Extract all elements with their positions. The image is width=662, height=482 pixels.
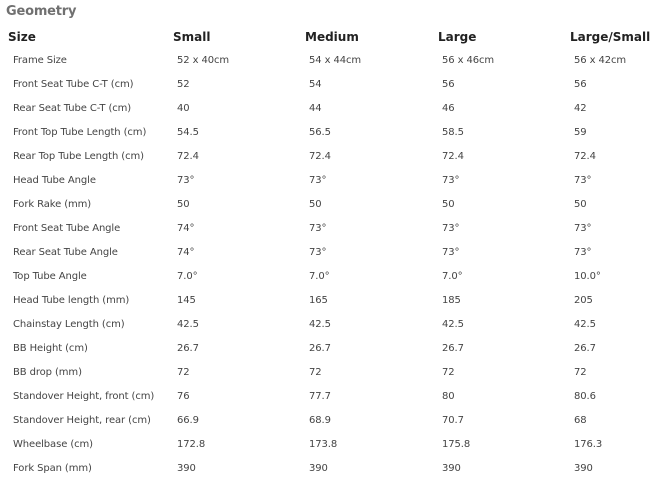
table-row (0, 336, 662, 360)
row-label: BB Height (cm) (13, 342, 88, 354)
cell-small: 76 (177, 390, 190, 402)
cell-small: 390 (177, 462, 196, 474)
row-label: Front Seat Tube Angle (13, 222, 121, 234)
cell-large: 46 (442, 102, 455, 114)
table-row (0, 96, 662, 120)
column-header-large: Large (438, 30, 477, 44)
table-row (0, 48, 662, 72)
geometry-table (0, 26, 662, 480)
cell-medium: 26.7 (309, 342, 331, 354)
cell-large-small: 42 (574, 102, 587, 114)
cell-small: 74° (177, 222, 195, 234)
row-label: Fork Span (mm) (13, 462, 92, 474)
cell-large: 73° (442, 246, 460, 258)
cell-small: 7.0° (177, 270, 198, 282)
table-row (0, 408, 662, 432)
cell-small: 40 (177, 102, 190, 114)
cell-medium: 173.8 (309, 438, 338, 450)
cell-small: 72.4 (177, 150, 199, 162)
cell-medium: 44 (309, 102, 322, 114)
row-label: Standover Height, rear (cm) (13, 414, 151, 426)
cell-large-small: 56 x 42cm (574, 54, 627, 66)
row-label: Front Top Tube Length (cm) (13, 126, 147, 138)
cell-large-small: 390 (574, 462, 593, 474)
row-label: Wheelbase (cm) (13, 438, 93, 450)
row-label: Chainstay Length (cm) (13, 318, 125, 330)
table-row (0, 192, 662, 216)
cell-large-small: 80.6 (574, 390, 596, 402)
row-label: Rear Seat Tube C-T (cm) (13, 102, 132, 114)
cell-medium: 50 (309, 198, 322, 210)
cell-large-small: 56 (574, 78, 587, 90)
column-header-large-small: Large/Small (570, 30, 651, 44)
cell-large: 7.0° (442, 270, 463, 282)
cell-large-small: 50 (574, 198, 587, 210)
cell-small: 145 (177, 294, 196, 306)
row-label: Front Seat Tube C-T (cm) (13, 78, 134, 90)
cell-small: 52 x 40cm (177, 54, 230, 66)
cell-small: 172.8 (177, 438, 206, 450)
cell-small: 72 (177, 366, 190, 378)
cell-medium: 73° (309, 246, 327, 258)
cell-medium: 165 (309, 294, 328, 306)
row-label: Top Tube Angle (13, 270, 87, 282)
cell-large-small: 26.7 (574, 342, 596, 354)
column-header-medium: Medium (305, 30, 359, 44)
cell-large-small: 73° (574, 246, 592, 258)
table-row (0, 312, 662, 336)
cell-medium: 56.5 (309, 126, 331, 138)
table-row (0, 120, 662, 144)
cell-medium: 54 (309, 78, 322, 90)
cell-large-small: 72 (574, 366, 587, 378)
table-row (0, 264, 662, 288)
cell-large-small: 72.4 (574, 150, 596, 162)
cell-large: 50 (442, 198, 455, 210)
cell-medium: 68.9 (309, 414, 331, 426)
cell-small: 54.5 (177, 126, 199, 138)
row-label: Head Tube length (mm) (13, 294, 130, 306)
section-title: Geometry (6, 4, 77, 19)
table-row (0, 168, 662, 192)
cell-large-small: 176.3 (574, 438, 603, 450)
row-label: Rear Seat Tube Angle (13, 246, 118, 258)
row-label: Fork Rake (mm) (13, 198, 92, 210)
table-row (0, 384, 662, 408)
cell-large: 185 (442, 294, 461, 306)
cell-small: 42.5 (177, 318, 199, 330)
cell-medium: 72 (309, 366, 322, 378)
table-row (0, 240, 662, 264)
cell-medium: 77.7 (309, 390, 331, 402)
cell-large: 73° (442, 174, 460, 186)
row-label: Standover Height, front (cm) (13, 390, 155, 402)
cell-medium: 73° (309, 222, 327, 234)
table-row (0, 288, 662, 312)
cell-large: 56 x 46cm (442, 54, 495, 66)
cell-medium: 73° (309, 174, 327, 186)
table-row (0, 144, 662, 168)
cell-small: 50 (177, 198, 190, 210)
cell-large: 175.8 (442, 438, 471, 450)
table-row (0, 432, 662, 456)
cell-medium: 54 x 44cm (309, 54, 362, 66)
table-row (0, 360, 662, 384)
cell-large: 72 (442, 366, 455, 378)
cell-small: 26.7 (177, 342, 199, 354)
table-row (0, 216, 662, 240)
cell-large: 58.5 (442, 126, 464, 138)
cell-large: 56 (442, 78, 455, 90)
row-label: Rear Top Tube Length (cm) (13, 150, 144, 162)
cell-medium: 42.5 (309, 318, 331, 330)
table-header-row (0, 26, 662, 48)
cell-large-small: 68 (574, 414, 587, 426)
cell-large: 72.4 (442, 150, 464, 162)
column-header-size: Size (8, 30, 36, 44)
cell-large-small: 59 (574, 126, 587, 138)
column-header-small: Small (173, 30, 211, 44)
cell-large-small: 42.5 (574, 318, 596, 330)
cell-small: 73° (177, 174, 195, 186)
row-label: BB drop (mm) (13, 366, 82, 378)
cell-small: 74° (177, 246, 195, 258)
cell-large-small: 73° (574, 174, 592, 186)
row-label: Head Tube Angle (13, 174, 96, 186)
cell-large: 73° (442, 222, 460, 234)
cell-small: 52 (177, 78, 190, 90)
cell-large: 70.7 (442, 414, 464, 426)
cell-medium: 390 (309, 462, 328, 474)
cell-medium: 7.0° (309, 270, 330, 282)
table-row (0, 72, 662, 96)
cell-large: 80 (442, 390, 455, 402)
cell-large: 42.5 (442, 318, 464, 330)
cell-medium: 72.4 (309, 150, 331, 162)
cell-large: 390 (442, 462, 461, 474)
cell-large: 26.7 (442, 342, 464, 354)
cell-large-small: 10.0° (574, 270, 601, 282)
cell-large-small: 205 (574, 294, 593, 306)
row-label: Frame Size (13, 54, 67, 66)
cell-small: 66.9 (177, 414, 199, 426)
cell-large-small: 73° (574, 222, 592, 234)
table-row (0, 456, 662, 480)
